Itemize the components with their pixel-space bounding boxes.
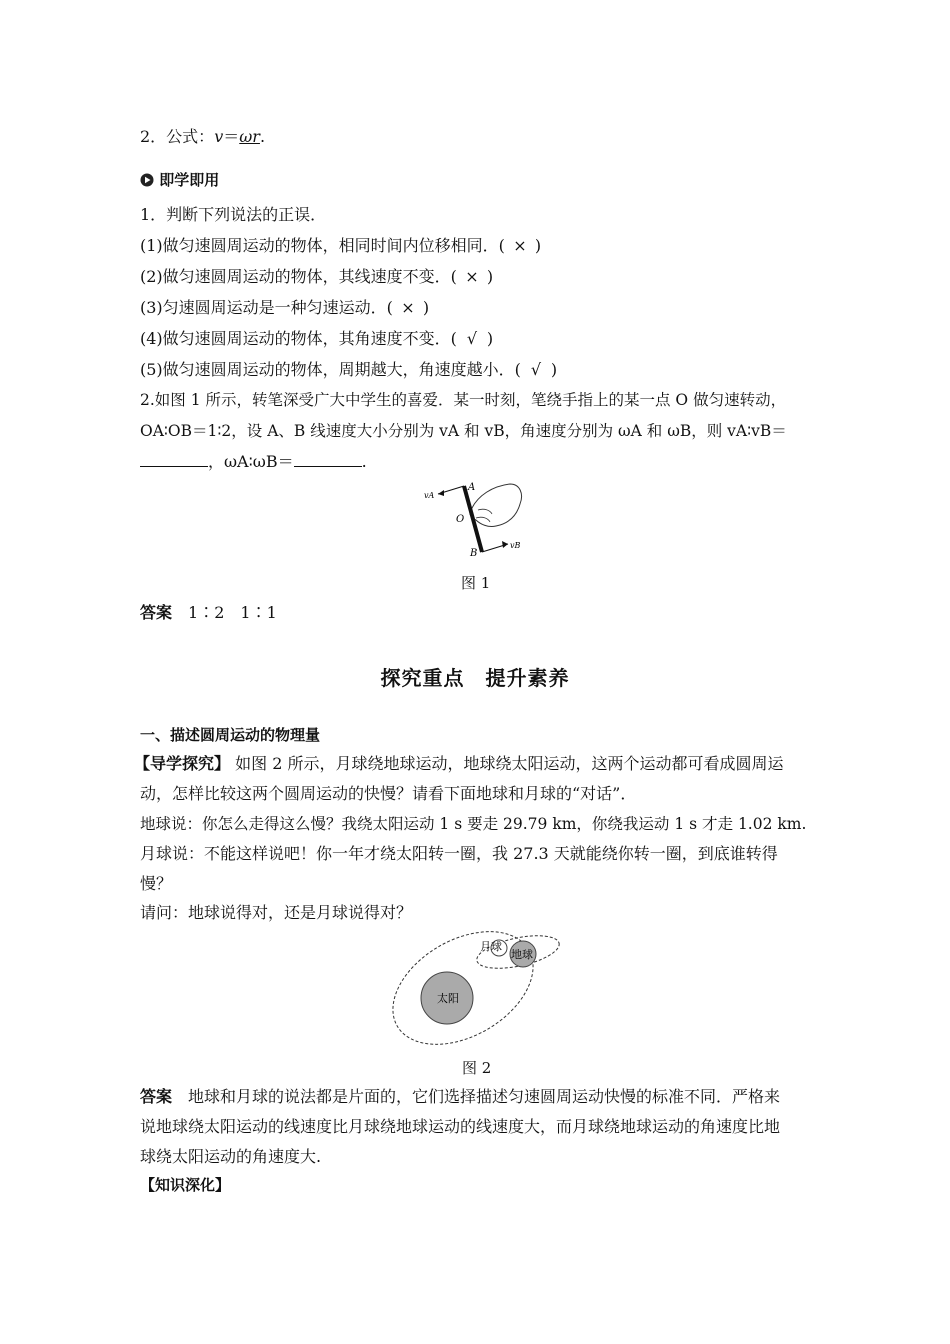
formula-prefix: 2．公式： <box>140 127 215 146</box>
answer-2-line-1: 答案 地球和月球的说法都是片面的，它们选择描述匀速圆周运动快慢的标准不同．严格来 <box>140 1087 781 1106</box>
q1-item-1: (1)做匀速圆周运动的物体，相同时间内位移相同．( × ) <box>140 236 542 255</box>
sun-label: 太阳 <box>437 992 459 1005</box>
play-circle-icon <box>140 172 154 186</box>
figure-2-orbit-diagram <box>385 926 570 1046</box>
practice-heading-text: 即学即用 <box>159 171 220 189</box>
q1-mark-2: × <box>465 267 479 286</box>
q1-item-2: (2)做匀速圆周运动的物体，其线速度不变．( × ) <box>140 267 494 286</box>
moon-dialogue-2: 慢？ <box>140 874 173 893</box>
formula-v: v <box>214 127 224 146</box>
q1-mark-3: × <box>401 298 415 317</box>
q2-line-3: ，ωA∶ωB＝ . <box>140 452 367 472</box>
practice-heading <box>140 170 219 190</box>
q1-mark-5: √ <box>530 360 542 379</box>
q1-mark-4: √ <box>466 329 478 348</box>
fig1-label-vB: vB <box>510 541 521 550</box>
formula-eq: ＝ <box>223 127 240 146</box>
q1-item-5: (5)做匀速圆周运动的物体，周期越大，角速度越小．( √ ) <box>140 360 558 379</box>
figure-1-caption: 图 1 <box>461 574 491 592</box>
fig1-label-A: A <box>468 482 476 493</box>
moon-label: 月球 <box>480 940 502 953</box>
answer-2-label: 答案 <box>140 1087 173 1106</box>
q2-line-1: 2.如图 1 所示，转笔深受广大中学生的喜爱．某一时刻，笔绕手指上的某一点 O 做匀速转动， <box>140 391 787 409</box>
guide-line-1: 【导学探究】 如图 2 所示，月球绕地球运动，地球绕太阳运动，这两个运动都可看成圆周运 <box>134 754 784 773</box>
knowledge-heading: 【知识深化】 <box>140 1176 231 1194</box>
answer-1-text: 1∶2 1∶1 <box>188 603 277 622</box>
fig1-label-O: O <box>456 514 465 525</box>
formula-line <box>140 127 265 147</box>
subsection-title: 一、描述圆周运动的物理量 <box>140 726 321 744</box>
figure-1-pen-diagram <box>420 478 530 558</box>
answer-blank-2 <box>294 452 362 467</box>
fig1-label-vA: vA <box>424 491 435 500</box>
q1-title: 1．判断下列说法的正误． <box>140 205 327 224</box>
q1-item-4: (4)做匀速圆周运动的物体，其角速度不变．( √ ) <box>140 329 494 348</box>
answer-2-line-2: 说地球绕太阳运动的线速度比月球绕地球运动的线速度大，而月球绕地球运动的角速度比地 <box>140 1117 781 1136</box>
earth-label: 地球 <box>511 948 533 961</box>
moon-dialogue-1: 月球说：不能这样说吧！你一年才绕太阳转一圈，我 27.3 天就能绕你转一圈，到底谁转得 <box>140 844 778 863</box>
fig1-label-B: B <box>470 548 478 558</box>
q1-item-3: (3)匀速圆周运动是一种匀速运动．( × ) <box>140 298 430 317</box>
figure-2-caption: 图 2 <box>462 1059 492 1077</box>
q2-line-2: OA∶OB＝1∶2，设 A、B 线速度大小分别为 vA 和 vB，角速度分别为 ωA 和 ωB，则 vA∶vB＝ <box>140 422 787 440</box>
answer-blank-1 <box>140 452 208 467</box>
answer-1-label: 答案 <box>140 603 173 622</box>
formula-omega-r: ωr <box>239 127 260 146</box>
q1-mark-1: × <box>513 236 527 255</box>
answer-2-line-3: 球绕太阳运动的角速度大. <box>140 1147 322 1166</box>
earth-dialogue: 地球说：你怎么走得这么慢？我绕太阳运动 1 s 要走 29.79 km，你绕我运动 1 s 才走 1.02 km. <box>140 815 807 833</box>
formula-period: . <box>259 127 266 146</box>
question-ask: 请问：地球说得对，还是月球说得对？ <box>140 903 413 922</box>
guide-label: 【导学探究】 <box>134 754 231 773</box>
section-title: 探究重点 提升素养 <box>380 666 570 690</box>
answer-1 <box>140 603 277 623</box>
guide-line-2: 动，怎样比较这两个圆周运动的快慢？请看下面地球和月球的“对话”． <box>140 784 637 803</box>
